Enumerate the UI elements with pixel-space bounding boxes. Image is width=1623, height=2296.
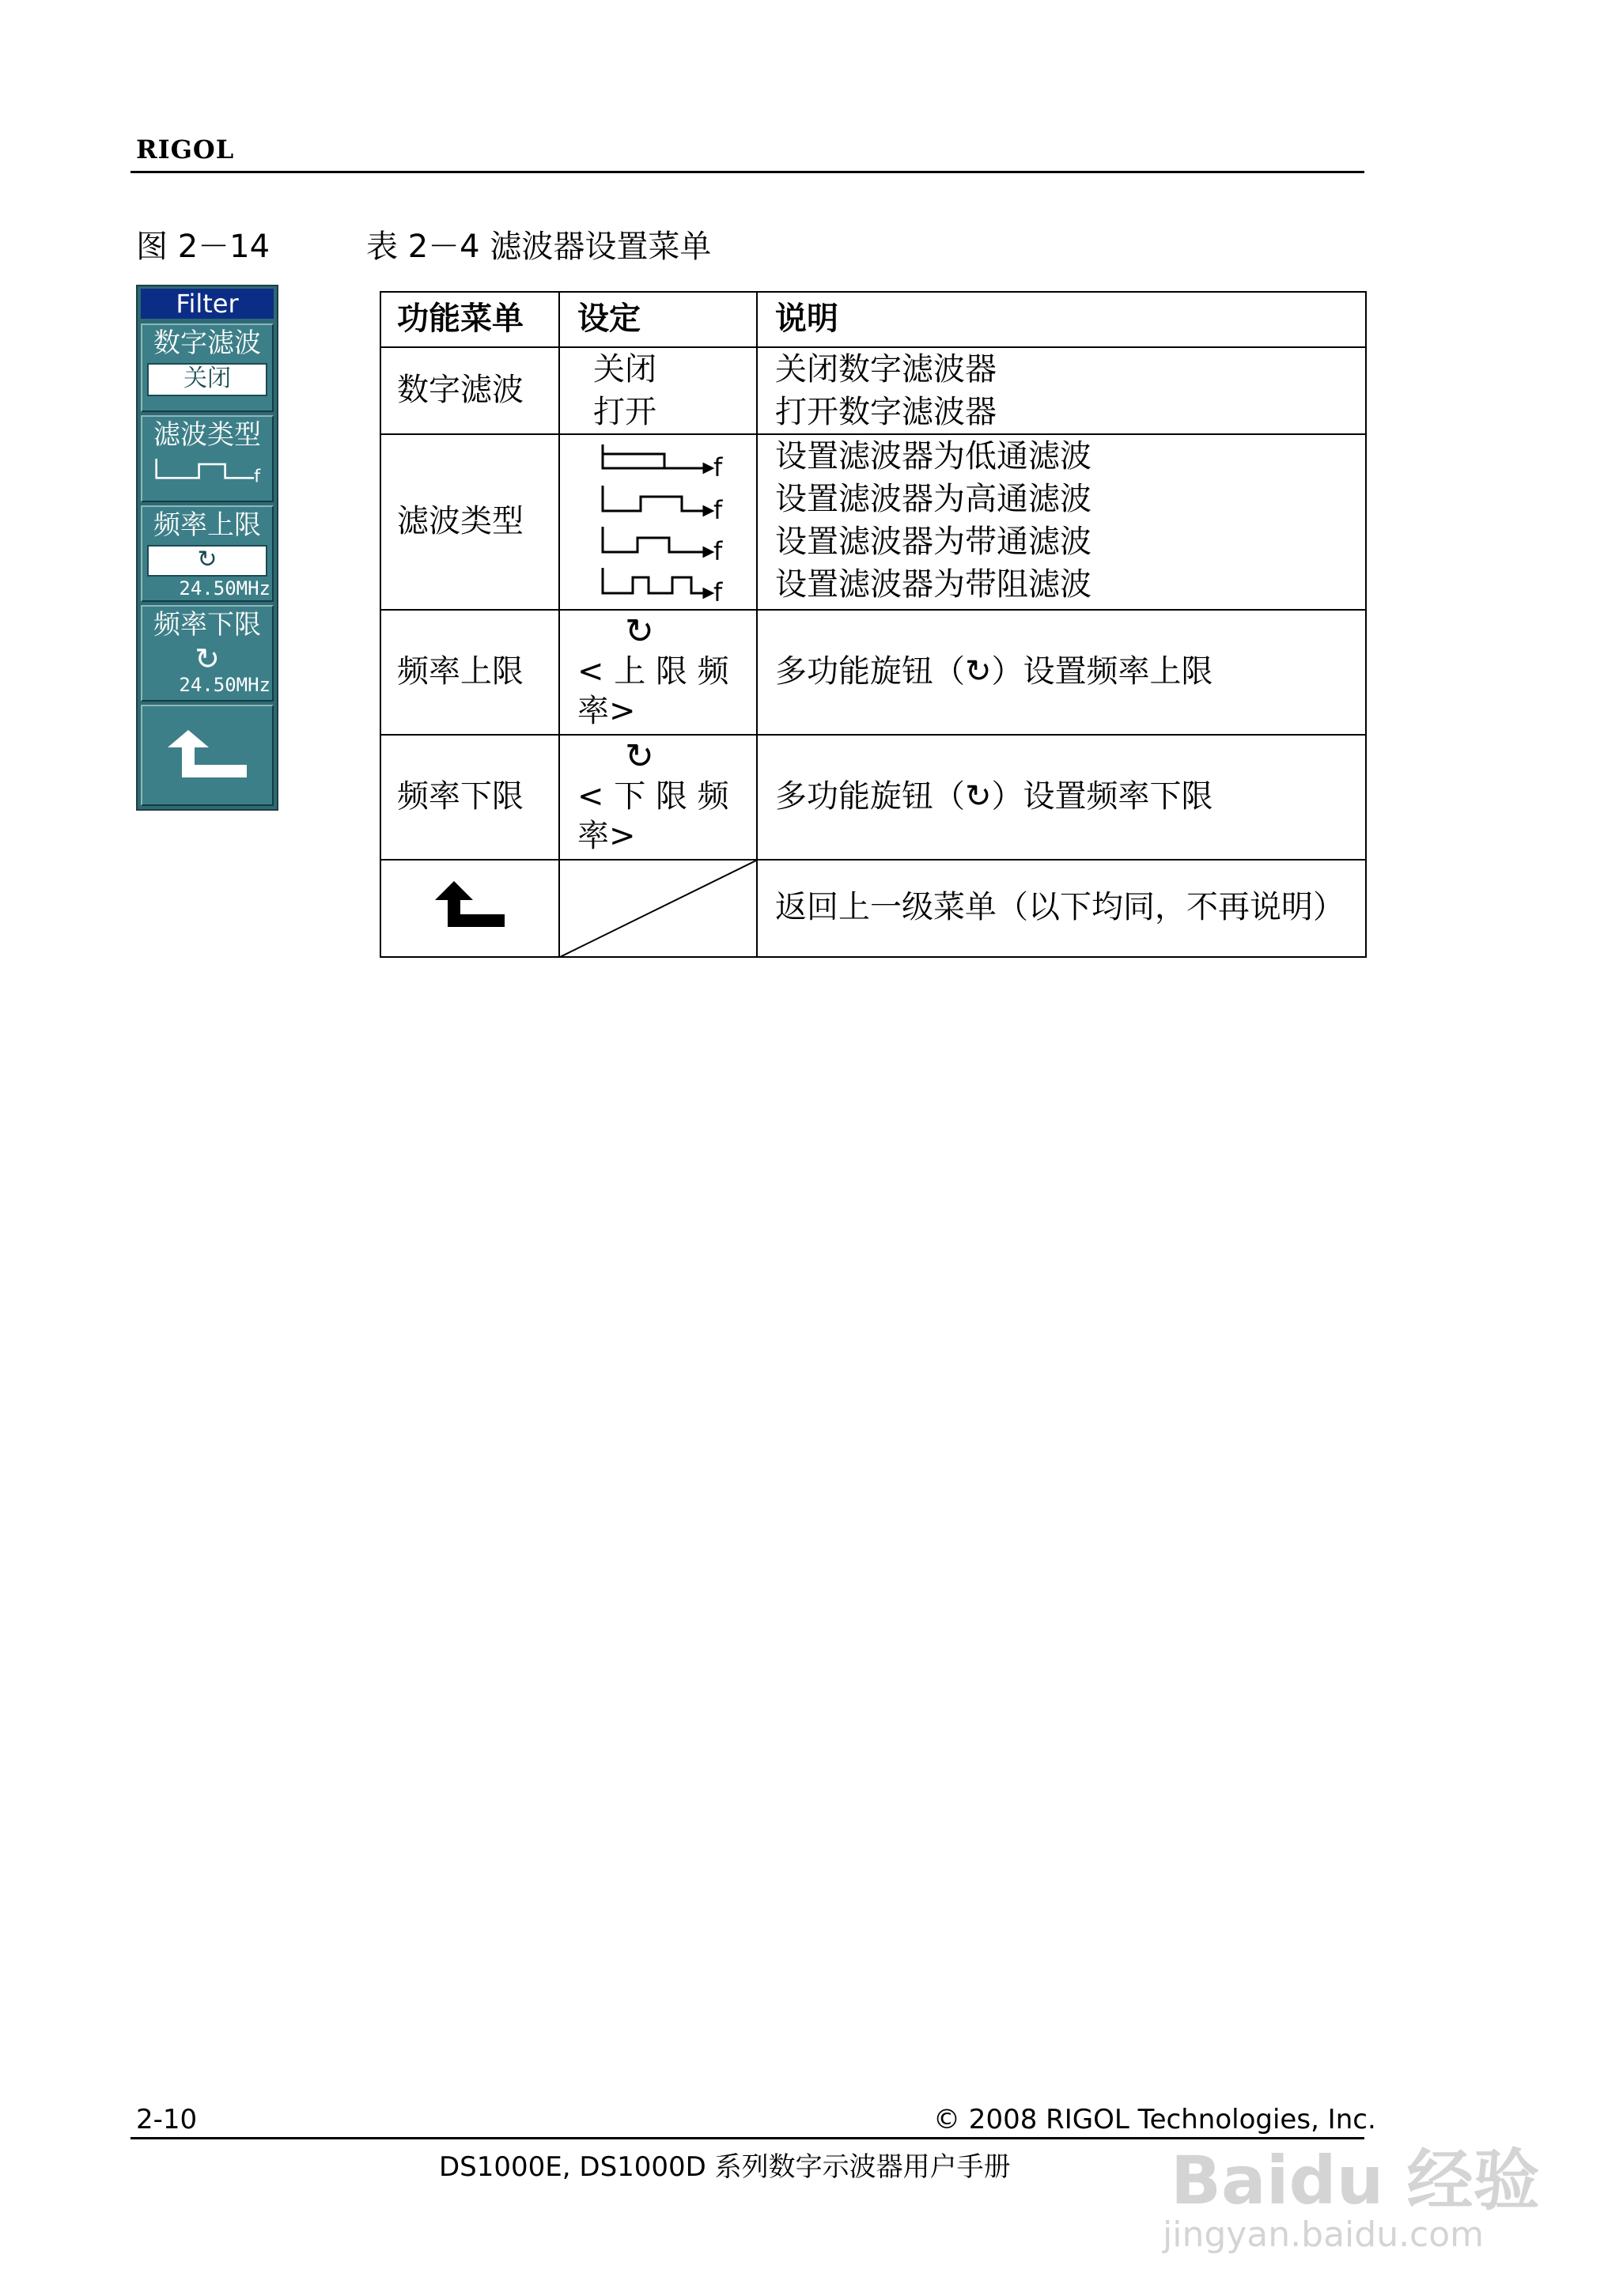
brand-logo-text: RIGOL — [136, 134, 235, 165]
table-cell-setting: < 下 限 频 — [577, 778, 729, 815]
table-cell-desc: 多功能旋钮（↻）设置频率上限 — [775, 653, 1213, 690]
knob-icon: ↻ — [625, 736, 654, 777]
svg-text:f: f — [254, 466, 261, 485]
table-cell-menu: 滤波类型 — [397, 503, 524, 539]
empty-cell-diagonal — [560, 861, 756, 957]
table-cell-menu: 频率下限 — [397, 778, 524, 815]
table-header-setting: 设定 — [577, 301, 641, 337]
back-arrow-icon — [142, 706, 272, 804]
manual-title: DS1000E, DS1000D 系列数字示波器用户手册 — [439, 2151, 1011, 2183]
table-cell-setting: 打开 — [593, 394, 656, 430]
table-cell-desc: 设置滤波器为带阻滤波 — [775, 566, 1091, 603]
table-cell-desc: 多功能旋钮（↻）设置频率下限 — [775, 778, 1213, 815]
filter-type-icons — [593, 437, 736, 607]
watermark-line2: jingyan.baidu.com — [1163, 2215, 1485, 2255]
baidu-watermark — [1139, 2072, 1550, 2278]
table-cell-setting: 关闭 — [593, 351, 656, 388]
menu-title: Filter — [141, 289, 274, 319]
lowpass-filter-icon — [142, 453, 272, 485]
menu-item-freq-upper[interactable] — [141, 505, 274, 602]
table-cell-menu: 数字滤波 — [397, 372, 524, 408]
table-cell-setting: < 上 限 频 — [577, 653, 729, 690]
knob-icon: ↻ — [147, 545, 267, 577]
freq-axis-label: f — [713, 536, 723, 566]
menu-item-value: 24.50MHz — [179, 674, 270, 696]
menu-item-freq-lower[interactable] — [141, 605, 274, 702]
freq-axis-label: f — [713, 577, 723, 607]
table-cell-desc: 打开数字滤波器 — [775, 394, 997, 430]
header-rule — [131, 171, 1364, 173]
table-cell-desc: 关闭数字滤波器 — [775, 351, 997, 388]
oscilloscope-filter-menu — [136, 285, 278, 811]
menu-item-label: 滤波类型 — [153, 419, 261, 451]
menu-back-button[interactable] — [141, 705, 274, 806]
table-cell-setting: 率> — [577, 693, 636, 729]
table-cell-desc: 设置滤波器为高通滤波 — [775, 481, 1091, 517]
table-header-desc: 说明 — [775, 301, 838, 337]
copyright: © 2008 RIGOL Technologies, Inc. — [933, 2104, 1376, 2135]
watermark-line1: Baidu 经验 — [1171, 2142, 1540, 2219]
menu-item-label: 数字滤波 — [153, 327, 261, 359]
figure-caption: 图 2－14 — [136, 229, 270, 265]
table-cell-desc: 返回上一级菜单（以下均同，不再说明） — [775, 889, 1345, 925]
menu-item-value: 24.50MHz — [179, 577, 270, 600]
table-cell-desc: 设置滤波器为带通滤波 — [775, 524, 1091, 560]
knob-icon: ↻ — [625, 611, 654, 652]
table-cell-setting: 率> — [577, 818, 636, 854]
menu-item-label: 频率上限 — [153, 509, 261, 541]
table-cell-menu: 频率上限 — [397, 653, 524, 690]
knob-icon: ↻ — [195, 641, 220, 676]
page-number: 2-10 — [136, 2104, 198, 2135]
freq-axis-label: f — [713, 495, 723, 525]
filter-settings-table — [380, 291, 1367, 958]
menu-item-filter-type[interactable] — [141, 415, 274, 502]
back-arrow-icon — [427, 876, 514, 940]
table-caption: 表 2－4 滤波器设置菜单 — [366, 229, 712, 265]
menu-item-label: 频率下限 — [153, 609, 261, 641]
table-header-menu: 功能菜单 — [397, 301, 524, 337]
freq-axis-label: f — [713, 452, 723, 482]
table-cell-desc: 设置滤波器为低通滤波 — [775, 438, 1091, 475]
menu-item-digital-filter[interactable] — [141, 323, 274, 412]
menu-item-value: 关闭 — [147, 363, 267, 396]
